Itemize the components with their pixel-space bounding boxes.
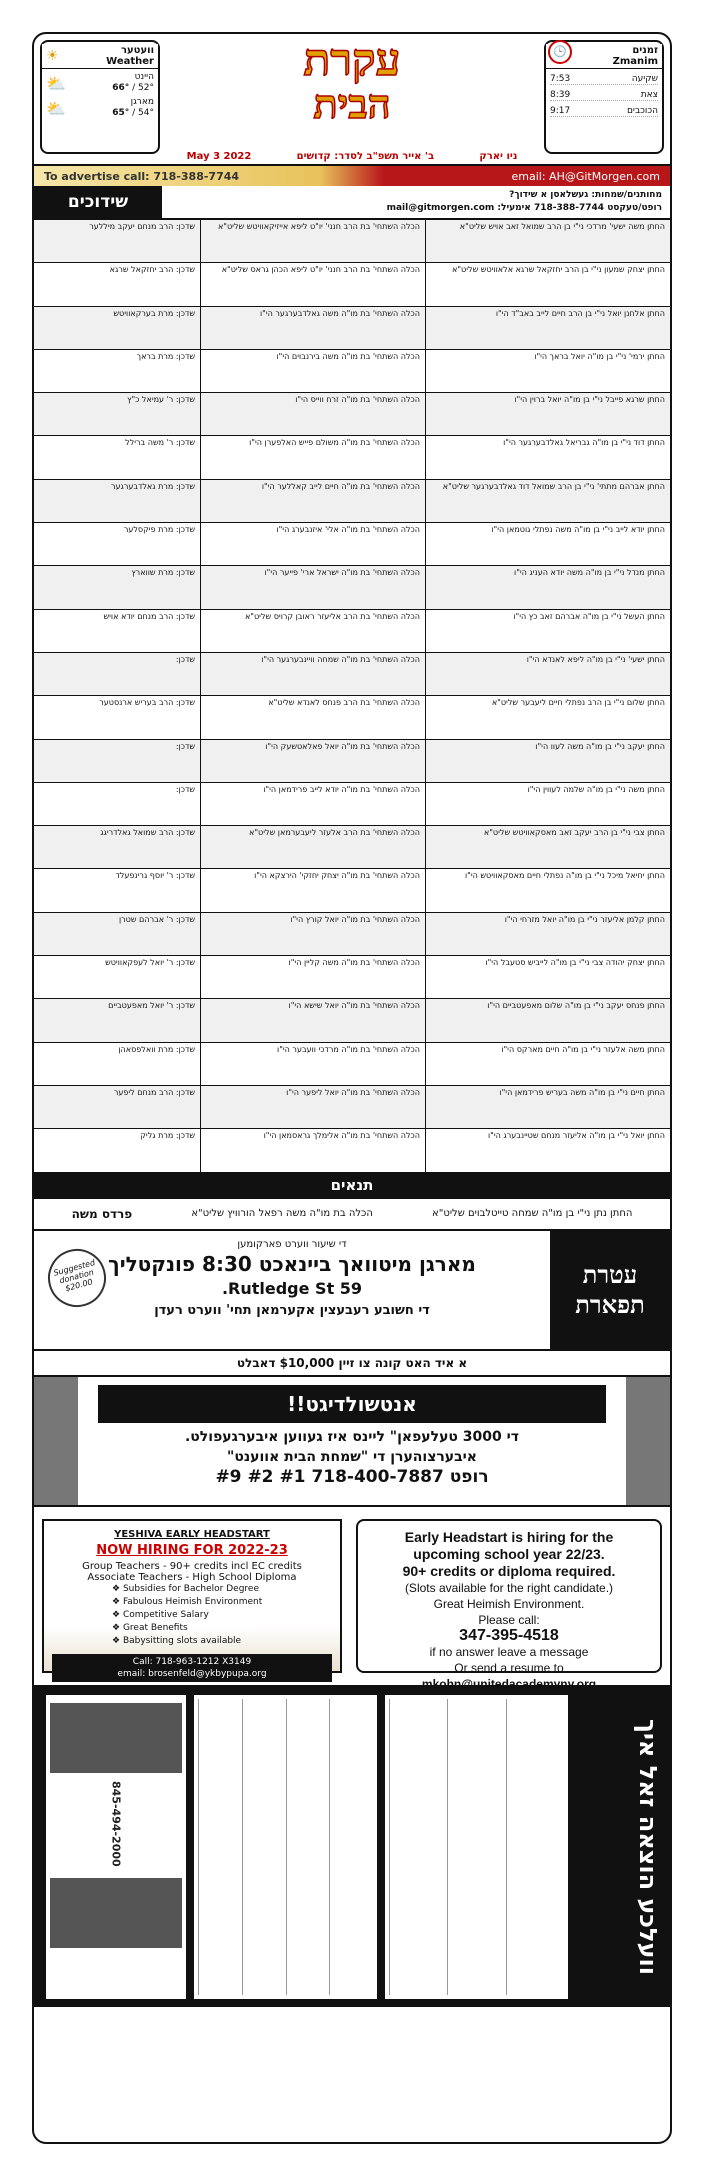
shiduch-row — [34, 913, 670, 956]
shadchan-cell: שדכן: מרת גאלדבערגער — [111, 481, 195, 491]
shiduch-row — [34, 696, 670, 739]
shadchan-cell: שדכן: הרב מנחם יודא אויש — [103, 611, 195, 621]
tnoyim-bride: הכלה בת מו"ה משה רפאל הורוויץ שליט"א — [191, 1208, 373, 1220]
groom-cell: החתן יחיאל מיכל ני"י בן מו"ה נפתלי חיים מאסקאוויטש הי"ו — [425, 869, 670, 911]
perk-item: ❖ Subsidies for Bachelor Degree — [112, 1583, 259, 1594]
shiduch-row — [34, 220, 670, 263]
info-strip — [34, 1351, 670, 1377]
shiduch-row — [34, 1129, 670, 1172]
yeshiva-headstart-ad — [42, 1519, 342, 1679]
groom-cell: החתן ישעי' ני"י בן מו"ה ליפא לאנדא הי"ו — [425, 653, 670, 695]
advertise-email[interactable]: email: AH@GitMorgen.com — [511, 169, 660, 183]
headstart-phone: Call: 718-963-1212 X3149 — [132, 1656, 252, 1667]
shiduchim-list — [34, 220, 670, 1173]
bride-cell: הכלה השתחי' בת מו"ה אלימלך גראסמאן הי"ו — [200, 1129, 425, 1171]
perks-list — [112, 1583, 332, 1648]
united-academy-ad — [356, 1519, 662, 1691]
bride-cell: הכלה השתחי' בת הרב פנחס לאנדא שליט"א — [200, 696, 425, 738]
bride-cell: הכלה השתחי' בת מו"ה משה קליין הי"ו — [200, 956, 425, 998]
listing-panel — [385, 1695, 568, 1999]
tnoyim-row — [34, 1199, 670, 1231]
vertical-headline — [572, 1695, 662, 1999]
listing-panel — [194, 1695, 377, 1999]
shiduch-row — [34, 826, 670, 869]
zmanim-row — [550, 74, 658, 85]
shiduchim-header — [34, 186, 670, 220]
shiduch-row — [34, 1086, 670, 1129]
shiduch-row — [34, 263, 670, 306]
weather-title-yi: וועטער — [121, 45, 154, 56]
shadchan-cell: שדכן: מרת בערקאוויטש — [113, 308, 195, 318]
shadchan-cell: שדכן: ר' יואל לעפקאוויטש — [105, 958, 195, 968]
shiduchim-contact — [162, 186, 670, 218]
groom-cell: החתן משה ישעי' מרדכי ני"י בן הרב שמואל זאב אויש שליט"א — [425, 220, 670, 262]
zmanim-title-en: Zmanim — [612, 56, 658, 67]
shadchan-cell: שדכן: הרב שמואל גאלדריגג — [100, 828, 195, 838]
groom-cell: החתן משה אלעזר ני"י בן מו"ה חיים מארקס הי"ו — [425, 1043, 670, 1085]
groom-cell: החתן יצחק שמעון ני"י בן הרב יחזקאל שרגא אלאוויטש שליט"א — [425, 263, 670, 305]
shadchan-cell: שדכן: ר' עמיאל כ"ץ — [127, 395, 195, 405]
bride-cell: הכלה השתחי' בת מו"ה יואל קורץ הי"ו — [200, 913, 425, 955]
masthead-logo — [174, 35, 530, 128]
dateline-hebrew-date: ב' אייר תשפ"ב לסדר: קדושים — [296, 151, 435, 162]
groom-cell: החתן שרגא פייבל ני"י בן מו"ה יואל ברוין הי"ו — [425, 393, 670, 435]
shiduch-row — [34, 956, 670, 999]
shadchan-cell: שדכן: הרב בעריש ארנסטער — [99, 698, 195, 708]
headstart-email[interactable]: email: brosenfeld@ykbypupa.org — [117, 1668, 267, 1679]
announce-line-1: די 3000 טעלעפאן" ליינס איז געווען איבערגעפולט. — [184, 1428, 519, 1445]
shiduch-row — [34, 610, 670, 653]
contact-line-2: רופט/טעקסט 718-388-7744 אימעיל: mail@gitmorgen.com — [386, 203, 662, 213]
listing-column — [242, 1699, 286, 1995]
groom-cell: החתן יואל ני"י בן מו"ה אליעזר מנחם שטיינבערג הי"ו — [425, 1129, 670, 1171]
contact-line-1: מחותנים/שמחות: געשלאסן א שידוך? — [509, 190, 662, 200]
weather-high: 65° — [112, 108, 130, 118]
bride-cell: הכלה השתחי' בת הרב חנני' יו"ט ליפא הכהן גראס שליט"א — [200, 263, 425, 305]
dateline-english-date: May 3 2022 — [186, 151, 252, 162]
bride-cell: הכלה השתחי' בת הרב חנני' יו"ט ליפא אייזיקאוויטש שליט"א — [200, 220, 425, 262]
groom-cell: החתן מנדל ני"י בן מו"ה משה יודא העניג הי"ו — [425, 566, 670, 608]
bride-cell: הכלה השתחי' בת הרב אליעזר ראובן קרויס שליט"א — [200, 610, 425, 652]
donation-stamp: Suggested donation $20.00 — [41, 1242, 112, 1313]
perk-text: Great Benefits — [122, 1622, 188, 1633]
shadchan-cell: שדכן: מרת וואלפסאהן — [118, 1044, 195, 1054]
perk-item: ❖ Great Benefits — [112, 1622, 188, 1633]
shadchan-cell: שדכן: מרת גליק — [140, 1131, 195, 1141]
united-email[interactable]: mkohn@unitedacademyny.org — [421, 1676, 597, 1691]
groom-cell: החתן אלחנן יואל ני"י בן הרב חיים לייב באב"ד הי"ו — [425, 307, 670, 349]
perk-text: Subsidies for Bachelor Degree — [122, 1583, 259, 1594]
shiduch-row — [34, 566, 670, 609]
groom-cell: החתן העשל ני"י בן מו"ה אברהם זאב כץ הי"ו — [425, 610, 670, 652]
zmanim-box — [544, 40, 664, 154]
bottom-rotated-ad — [34, 1687, 670, 2007]
tnoyim-shadchan: פרדס משה — [71, 1206, 133, 1221]
groom-cell: החתן פנחס יעקב ני"י בן מו"ה שלום מאפעטביים הי"ו — [425, 999, 670, 1041]
logo-line-1: עטרת — [582, 1259, 638, 1289]
weather-low: 54° — [138, 108, 154, 118]
zmanim-title-yi: זמנים — [632, 45, 658, 56]
headstart-title: YESHIVA EARLY HEADSTART — [114, 1528, 270, 1540]
bride-cell: הכלה השתחי' בת מו"ה מרדכי וועבער הי"ו — [200, 1043, 425, 1085]
bride-cell: הכלה השתחי' בת מו"ה חיים לייב קאללער הי"ו — [200, 480, 425, 522]
bride-cell: הכלה השתחי' בת מו"ה יואל פאלאטשעק הי"ו — [200, 740, 425, 782]
bride-cell: הכלה השתחי' בת מו"ה ישראל ארי' פייער הי"ו — [200, 566, 425, 608]
groom-cell: החתן ירמי' ני"י בן מו"ה יואל בראך הי"ו — [425, 350, 670, 392]
ateres-tiferes-ad — [34, 1231, 670, 1351]
bride-cell: הכלה השתחי' בת מו"ה משה גאלדבערגער הי"ו — [200, 307, 425, 349]
shadchan-cell: שדכן: הרב מנחם ליפער — [113, 1087, 195, 1097]
announce-header: אנטשולדיגט!! — [98, 1385, 606, 1423]
united-line-5: if no answer leave a message — [429, 1644, 589, 1659]
shiduch-row — [34, 740, 670, 783]
shiduchim-title: שידוכים — [34, 186, 162, 218]
shiduch-row — [34, 436, 670, 479]
hiring-ads — [34, 1507, 670, 1691]
zmanim-row — [550, 106, 658, 117]
masthead-line-1: עקרת — [303, 35, 401, 86]
strip-text: א איד האט קונה צו זיין $10,000 דאבלט — [236, 1355, 468, 1370]
shiduch-row — [34, 783, 670, 826]
announce-phone: רופט 718-400-7887 #1 #2 #9 — [215, 1466, 489, 1487]
shiduch-row — [34, 869, 670, 912]
cloud-sun-icon: ⛅ — [46, 73, 66, 93]
shiduch-row — [34, 523, 670, 566]
bottom-phone: 845-494-2000 — [109, 1780, 123, 1867]
weather-title-en: Weather — [106, 56, 154, 67]
perk-text: Babysitting slots available — [122, 1635, 242, 1646]
ad-speaker: די חשובע רעבעצין אקערמאן תחי' ווערט רעדן — [154, 1302, 430, 1318]
united-line-1: 90+ credits or diploma required. — [402, 1562, 616, 1579]
shadchan-cell: שדכן: — [175, 654, 195, 664]
header — [34, 34, 670, 166]
dateline-city: ניו יארק — [479, 151, 518, 162]
announcement-ad — [34, 1377, 670, 1507]
ad-line-1: די שיעור ווערט פארקומען — [237, 1238, 347, 1250]
tnoyim-groom: החתן נתן ני"י בן מו"ה שמחה טייטלבוים שליט"א — [432, 1208, 633, 1220]
shadchan-cell: שדכן: מרת שווארץ — [131, 568, 195, 578]
zmanim-label: צאת — [640, 90, 658, 100]
united-line-3: Great Heimish Environment. — [433, 1596, 585, 1611]
perk-item: ❖ Fabulous Heimish Environment — [112, 1596, 263, 1607]
weather-box — [40, 40, 160, 154]
bride-cell: הכלה השתחי' בת מו"ה יואל ליפער הי"ו — [200, 1086, 425, 1128]
united-line-4: Please call: — [478, 1612, 540, 1627]
zmanim-label: שקיעה — [631, 74, 658, 84]
weather-low: 52° — [138, 83, 154, 93]
shiduch-row — [34, 480, 670, 523]
groom-cell: החתן צבי ני"י בן הרב יעקב זאב מאסקאוויטש שליט"א — [425, 826, 670, 868]
shadchan-cell: שדכן: — [175, 741, 195, 751]
listing-column — [389, 1699, 447, 1995]
tnoyim-title: תנאים — [34, 1173, 670, 1199]
shadchan-cell: שדכן: הרב מנחם יעקב מיללער — [89, 222, 195, 231]
weather-day-name: היינט — [134, 72, 154, 82]
weather-sun-icon: ☀ — [46, 48, 59, 64]
shiduch-row — [34, 653, 670, 696]
zmanim-label: הכוכבים — [626, 106, 658, 116]
listing-column — [198, 1699, 242, 1995]
shadchan-cell: שדכן: הרב יחזקאל שרגא — [109, 265, 195, 275]
shadchan-cell: שדכן: מרת בראך — [136, 351, 195, 361]
groom-cell: החתן דוד ני"י בן מו"ה גבריאל גאלדבערגער הי"ו — [425, 436, 670, 478]
ateres-logo — [550, 1231, 670, 1349]
side-panel — [34, 1377, 78, 1505]
headstart-hiring: NOW HIRING FOR 2022-23 — [96, 1542, 288, 1558]
masthead-line-2: הבית — [313, 81, 391, 128]
bride-cell: הכלה השתחי' בת מו"ה משולם פייש האלפערן הי"ו — [200, 436, 425, 478]
dateline — [34, 151, 670, 162]
united-line-6: Or send a resume to — [454, 1660, 564, 1675]
zmanim-value: 7:53 — [550, 74, 571, 84]
bride-cell: הכלה השתחי' בת מו"ה יואל שישא הי"ו — [200, 999, 425, 1041]
perk-text: Competitive Salary — [122, 1609, 209, 1620]
zmanim-value: 8:39 — [550, 90, 571, 100]
weather-high: 66° — [112, 83, 130, 93]
clock-icon: 🕒 — [548, 40, 572, 64]
headstart-line-1: Group Teachers - 90+ credits incl EC credits — [82, 1560, 302, 1572]
bride-cell: הכלה השתחי' בת מו"ה שמחה וויינבערגער הי"ו — [200, 653, 425, 695]
vertical-line-2: זאל איך — [634, 1718, 662, 1807]
shadchan-cell: שדכן: ר' משה ברילל — [125, 438, 195, 448]
bride-cell: הכלה השתחי' בת מו"ה משה בירנבוים הי"ו — [200, 350, 425, 392]
listing-column — [506, 1699, 564, 1995]
event-photo — [50, 1703, 182, 1773]
event-photo — [50, 1878, 182, 1948]
shiduch-row — [34, 999, 670, 1042]
shadchan-cell: שדכן: מרת פיקסלער — [123, 525, 195, 535]
shadchan-cell: שדכן: ר' יוסף גרינפעלד — [115, 871, 195, 881]
listing-column — [329, 1699, 373, 1995]
logo-line-2: תפארת — [575, 1289, 645, 1319]
groom-cell: החתן יעקב ני"י בן מו"ה משה לעוו הי"ו — [425, 740, 670, 782]
united-heading-1: Early Headstart is hiring for the — [404, 1528, 614, 1545]
united-line-2: (Slots available for the right candidate.) — [404, 1580, 614, 1595]
shiduch-row — [34, 1043, 670, 1086]
shiduch-row — [34, 307, 670, 350]
newspaper-page — [32, 32, 672, 2144]
ad-headline: מארגן מיטוואך ביינאכט 8:30 פונקטליך — [108, 1251, 476, 1276]
shadchan-cell: שדכן: — [175, 784, 195, 794]
shiduch-row — [34, 350, 670, 393]
bride-cell: הכלה השתחי' בת מו"ה זרח ווייס הי"ו — [200, 393, 425, 435]
vertical-line-1: וועלכע הוצאה — [634, 1815, 662, 1975]
groom-cell: החתן אברהם מתתי' ני"י בן הרב שמואל דוד גאלדבערגער שליט"א — [425, 480, 670, 522]
groom-cell: החתן משה ני"י בן מו"ה שלמה לעווין הי"ו — [425, 783, 670, 825]
weather-day-2: ⛅ מארגן 65° / 54° — [46, 97, 154, 118]
perk-item: ❖ Competitive Salary — [112, 1609, 209, 1620]
weather-day-name: מארגן — [130, 97, 154, 107]
perk-text: Fabulous Heimish Environment — [122, 1596, 263, 1607]
advertise-bar — [34, 166, 670, 186]
zmanim-row — [550, 90, 658, 101]
shadchan-cell: שדכן: ר' יואל מאפעטביים — [108, 1001, 195, 1011]
groom-cell: החתן יודא לייב ני"י בן מו"ה משה נפתלי גוטמאן הי"ו — [425, 523, 670, 565]
ad-address: 59 Rutledge St. — [221, 1278, 363, 1298]
groom-cell: החתן שלום ני"י בן הרב נפתלי חיים ליעבער שליט"א — [425, 696, 670, 738]
perk-item: ❖ Babysitting slots available — [112, 1635, 242, 1646]
cloud-sun-icon: ⛅ — [46, 98, 66, 118]
listing-column — [447, 1699, 505, 1995]
groom-cell: החתן חיים ני"י בן מו"ה משה בעריש פרידמאן הי"ו — [425, 1086, 670, 1128]
listing-column — [286, 1699, 330, 1995]
united-phone: 347-395-4518 — [459, 1626, 559, 1644]
side-panel — [626, 1377, 670, 1505]
headstart-line-2: Associate Teachers - High School Diploma — [87, 1571, 297, 1583]
united-heading-2: upcoming school year 22/23. — [413, 1545, 605, 1562]
announce-line-2: איבערצוהערן די "שמחת הבית אווענט" — [227, 1448, 477, 1465]
groom-cell: החתן יצחק יהודה צבי ני"י בן מו"ה לייביש סטעבל הי"ו — [425, 956, 670, 998]
bride-cell: הכלה השתחי' בת מו"ה אלי' איזנבערג הי"ו — [200, 523, 425, 565]
shiduch-row — [34, 393, 670, 436]
zmanim-value: 9:17 — [550, 106, 571, 116]
bride-cell: הכלה השתחי' בת הרב אלעזר ליעבערמאן שליט"א — [200, 826, 425, 868]
bride-cell: הכלה השתחי' בת מו"ה יצחק יחזקי' הירצקא הי"ו — [200, 869, 425, 911]
advertise-phone: To advertise call: 718-388-7744 — [44, 169, 240, 183]
photo-panel — [46, 1695, 186, 1999]
groom-cell: החתן קלמן אליעזר ני"י בן מו"ה יואל מזרחי הי"ו — [425, 913, 670, 955]
shadchan-cell: שדכן: ר' אברהם שטרן — [118, 914, 195, 924]
bride-cell: הכלה השתחי' בת מו"ה יודא לייב פרידמאן הי"ו — [200, 783, 425, 825]
weather-day-1: ⛅ היינט 66° / 52° — [46, 72, 154, 93]
